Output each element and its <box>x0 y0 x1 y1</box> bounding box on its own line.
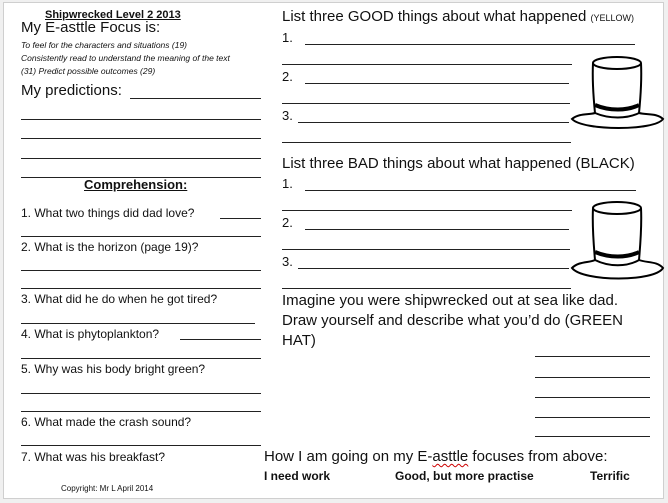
answer-line[interactable] <box>220 218 261 219</box>
good-answer-line[interactable] <box>298 122 569 123</box>
description-line[interactable] <box>535 356 650 357</box>
bad-number-1: 1. <box>282 176 293 191</box>
worksheet-title: Shipwrecked Level 2 2013 <box>45 9 181 21</box>
answer-line[interactable] <box>21 270 261 271</box>
bad-answer-line[interactable] <box>298 268 569 269</box>
predictions-line[interactable] <box>21 158 261 159</box>
worksheet-page <box>3 2 664 499</box>
answer-line[interactable] <box>21 411 261 412</box>
progress-heading-pre: How I am going on my E- <box>264 448 433 465</box>
description-line[interactable] <box>535 417 650 418</box>
answer-line[interactable] <box>21 236 261 237</box>
top-hat-icon <box>569 198 666 288</box>
bad-number-2: 2. <box>282 215 293 230</box>
description-line[interactable] <box>535 397 650 398</box>
answer-line[interactable] <box>21 323 255 324</box>
predictions-line[interactable] <box>21 119 261 120</box>
good-answer-line[interactable] <box>282 103 570 104</box>
progress-heading-wavy: asttle <box>432 448 469 465</box>
good-number-3: 3. <box>282 108 293 123</box>
imagine-line-2: Draw yourself and describe what you’d do (GREEN <box>282 312 623 329</box>
description-line[interactable] <box>535 377 650 378</box>
comprehension-heading: Comprehension: <box>84 177 188 192</box>
question-7: 7. What was his breakfast? <box>21 450 166 464</box>
question-5: 5. Why was his body bright green? <box>21 362 206 376</box>
answer-line[interactable] <box>180 339 261 340</box>
good-heading-text: List three GOOD things about what happened <box>282 8 587 25</box>
predictions-line[interactable] <box>21 138 261 139</box>
answer-line[interactable] <box>21 393 261 394</box>
good-heading <box>282 8 634 25</box>
focus-heading: My E-asttle Focus is: <box>21 19 161 36</box>
good-answer-line[interactable] <box>282 142 571 143</box>
description-line[interactable] <box>535 436 650 437</box>
imagine-line-1: Imagine you were shipwrecked out at sea like dad. <box>282 292 619 309</box>
bad-heading: List three BAD things about what happened (BLACK) <box>282 155 635 172</box>
bad-answer-line[interactable] <box>305 229 569 230</box>
top-hat-icon <box>569 53 666 133</box>
focus-item-1: To feel for the characters and situations (19) <box>21 40 187 50</box>
good-answer-line[interactable] <box>282 64 572 65</box>
rating-terrific[interactable]: Terrific <box>590 469 630 483</box>
answer-line[interactable] <box>21 288 261 289</box>
bad-answer-line[interactable] <box>282 288 571 289</box>
copyright-text: Copyright: Mr L April 2014 <box>61 484 154 493</box>
bad-number-3: 3. <box>282 254 293 269</box>
good-answer-line[interactable] <box>305 44 635 45</box>
predictions-label: My predictions: <box>21 82 122 99</box>
rating-need-work[interactable]: I need work <box>264 469 331 483</box>
good-number-2: 2. <box>282 69 293 84</box>
bad-answer-line[interactable] <box>282 249 570 250</box>
question-4: 4. What is phytoplankton? <box>21 327 160 341</box>
answer-line[interactable] <box>21 445 261 446</box>
bad-answer-line[interactable] <box>305 190 636 191</box>
focus-item-3: (31) Predict possible outcomes (29) <box>21 66 156 76</box>
question-3: 3. What did he do when he got tired? <box>21 292 218 306</box>
progress-heading <box>264 448 608 465</box>
predictions-line[interactable] <box>130 98 261 99</box>
progress-heading-post: focuses from above: <box>468 448 608 465</box>
rating-good-more-practise[interactable]: Good, but more practise <box>395 469 534 483</box>
focus-item-2: Consistently read to understand the meaning of the text <box>21 53 230 63</box>
question-6: 6. What made the crash sound? <box>21 415 192 429</box>
good-color-note: (YELLOW) <box>590 13 635 23</box>
imagine-line-3: HAT) <box>282 332 316 349</box>
question-2: 2. What is the horizon (page 19)? <box>21 240 199 254</box>
question-1: 1. What two things did dad love? <box>21 206 195 220</box>
good-number-1: 1. <box>282 30 293 45</box>
bad-answer-line[interactable] <box>282 210 572 211</box>
good-answer-line[interactable] <box>305 83 569 84</box>
answer-line[interactable] <box>21 358 261 359</box>
